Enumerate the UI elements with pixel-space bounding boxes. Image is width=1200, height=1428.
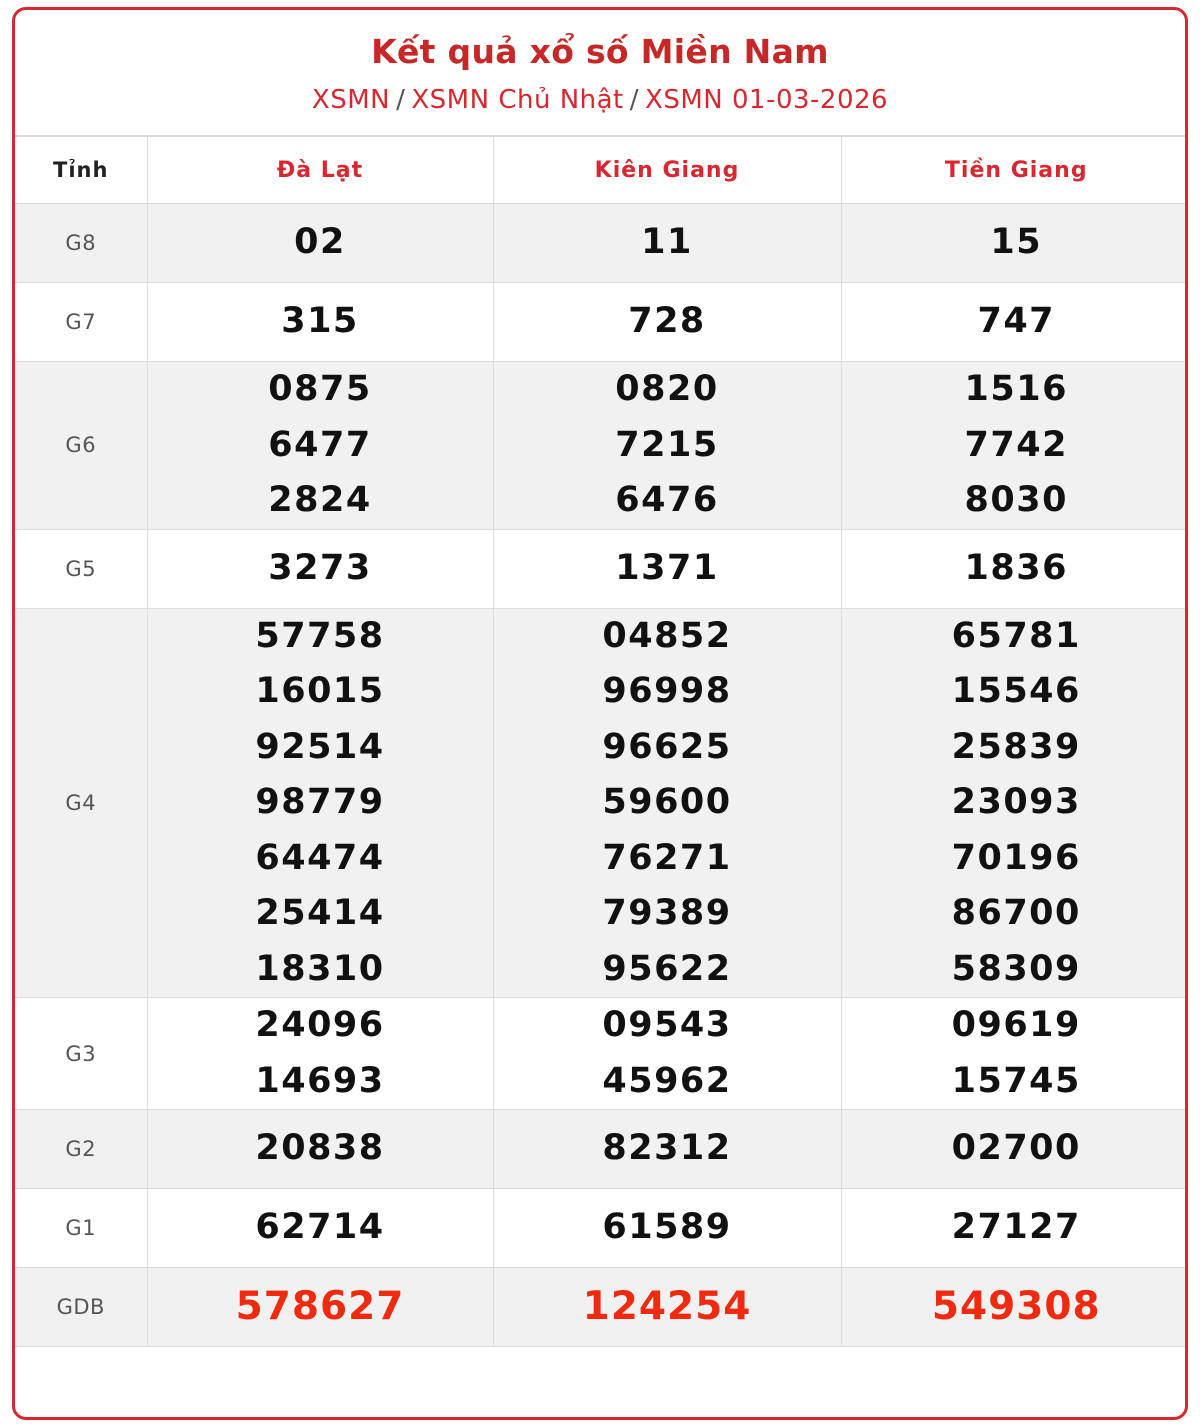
breadcrumb-separator: / bbox=[396, 85, 406, 115]
prize-cell-tien-giang bbox=[841, 1189, 1188, 1268]
results-table bbox=[15, 136, 1188, 1347]
prize-number: 61589 bbox=[602, 1207, 732, 1248]
prize-cell-kien-giang bbox=[493, 204, 841, 283]
prize-number: 62714 bbox=[255, 1207, 385, 1248]
prize-number: 16015 bbox=[255, 671, 385, 711]
prize-number: 7215 bbox=[615, 424, 719, 465]
breadcrumb-link-xsmn[interactable]: XSMN bbox=[311, 85, 391, 115]
table-header-row bbox=[15, 137, 1188, 204]
prize-number: 09543 bbox=[602, 1005, 732, 1045]
province-header-kien-giang[interactable]: Kiên Giang bbox=[493, 137, 841, 204]
prize-number: 15745 bbox=[951, 1060, 1081, 1101]
prize-number: 02700 bbox=[951, 1128, 1081, 1169]
prize-number: 24096 bbox=[255, 1005, 385, 1045]
prize-cell-kien-giang bbox=[493, 1268, 841, 1347]
breadcrumb-link-xsmn-date[interactable]: XSMN 01-03-2026 bbox=[645, 85, 889, 115]
prize-cell-tien-giang bbox=[841, 608, 1188, 998]
prize-number: 76271 bbox=[602, 837, 732, 878]
prize-cell-kien-giang bbox=[493, 283, 841, 362]
prize-number: 04852 bbox=[602, 615, 732, 656]
prize-number: 23093 bbox=[951, 782, 1081, 822]
prize-number: 6477 bbox=[268, 424, 372, 465]
prize-row-g1 bbox=[15, 1189, 1188, 1268]
prize-label: G7 bbox=[15, 283, 147, 362]
prize-row-g4 bbox=[15, 608, 1188, 998]
prize-number: 09619 bbox=[951, 1005, 1081, 1045]
prize-number: 2824 bbox=[268, 480, 372, 520]
prize-number: 747 bbox=[977, 301, 1056, 342]
prize-number: 92514 bbox=[255, 726, 385, 767]
prize-row-g2 bbox=[15, 1110, 1188, 1189]
prize-number: 728 bbox=[628, 301, 706, 342]
prize-number: 6476 bbox=[615, 480, 719, 520]
prize-number: 64474 bbox=[255, 837, 385, 878]
prize-cell-da-lat bbox=[147, 1189, 493, 1268]
prize-number: 57758 bbox=[255, 615, 385, 656]
prize-cell-da-lat bbox=[147, 529, 493, 608]
prize-label: G2 bbox=[15, 1110, 147, 1189]
prize-label: G1 bbox=[15, 1189, 147, 1268]
prize-rows bbox=[15, 204, 1188, 1347]
prize-number: 65781 bbox=[951, 615, 1081, 656]
prize-row-g8 bbox=[15, 204, 1188, 283]
prize-cell-kien-giang bbox=[493, 529, 841, 608]
prize-number: 1836 bbox=[964, 547, 1068, 588]
results-card bbox=[12, 7, 1188, 1420]
breadcrumb-separator: / bbox=[629, 85, 640, 115]
prize-number: 79389 bbox=[602, 893, 732, 933]
prize-number: 98779 bbox=[255, 782, 385, 822]
prize-number: 45962 bbox=[602, 1060, 732, 1101]
prize-number: 96625 bbox=[602, 726, 732, 767]
prize-row-g5 bbox=[15, 529, 1188, 608]
prize-number: 1371 bbox=[615, 547, 719, 588]
prize-cell-da-lat bbox=[147, 1110, 493, 1189]
prize-cell-tien-giang bbox=[841, 283, 1188, 362]
prize-cell-da-lat bbox=[147, 608, 493, 998]
prize-cell-da-lat bbox=[147, 283, 493, 362]
prize-number: 1516 bbox=[964, 369, 1068, 409]
prize-cell-da-lat bbox=[147, 362, 493, 530]
prize-number: 14693 bbox=[255, 1060, 385, 1101]
prize-cell-tien-giang bbox=[841, 1268, 1188, 1347]
breadcrumb-link-xsmn-sunday[interactable]: XSMN Chủ Nhật bbox=[411, 85, 624, 115]
prize-row-g3 bbox=[15, 998, 1188, 1110]
prize-number: 59600 bbox=[602, 782, 732, 822]
prize-row-g6 bbox=[15, 362, 1188, 530]
prize-cell-kien-giang bbox=[493, 1189, 841, 1268]
results-header bbox=[15, 10, 1185, 136]
prize-number: 02 bbox=[294, 222, 346, 263]
prize-number: 20838 bbox=[255, 1128, 385, 1169]
prize-number: 3273 bbox=[268, 547, 372, 588]
prize-cell-tien-giang bbox=[841, 1110, 1188, 1189]
prize-number: 8030 bbox=[964, 480, 1068, 520]
prize-cell-kien-giang bbox=[493, 362, 841, 530]
prize-cell-kien-giang bbox=[493, 608, 841, 998]
prize-cell-tien-giang bbox=[841, 362, 1188, 530]
prize-number: 58309 bbox=[951, 948, 1081, 989]
prize-label: G4 bbox=[15, 608, 147, 998]
prize-cell-da-lat bbox=[147, 204, 493, 283]
prize-cell-tien-giang bbox=[841, 204, 1188, 283]
prize-number: 124254 bbox=[582, 1284, 752, 1330]
prize-number: 86700 bbox=[951, 893, 1081, 933]
prize-number: 315 bbox=[281, 301, 359, 342]
prize-number: 7742 bbox=[964, 424, 1068, 465]
prize-number: 27127 bbox=[951, 1207, 1081, 1248]
prize-cell-tien-giang bbox=[841, 998, 1188, 1110]
prize-label: G6 bbox=[15, 362, 147, 530]
prize-label: G5 bbox=[15, 529, 147, 608]
page-title: Kết quả xổ số Miền Nam bbox=[371, 32, 829, 71]
province-header-da-lat[interactable]: Đà Lạt bbox=[147, 137, 493, 204]
prize-cell-da-lat bbox=[147, 998, 493, 1110]
prize-cell-tien-giang bbox=[841, 529, 1188, 608]
prize-row-gdb bbox=[15, 1268, 1188, 1347]
province-column-label: Tỉnh bbox=[15, 137, 147, 204]
prize-number: 578627 bbox=[235, 1284, 405, 1330]
prize-number: 11 bbox=[641, 222, 693, 263]
prize-number: 549308 bbox=[931, 1284, 1101, 1330]
prize-number: 0820 bbox=[615, 369, 719, 409]
prize-number: 15 bbox=[990, 222, 1043, 263]
prize-label: G8 bbox=[15, 204, 147, 283]
prize-number: 25414 bbox=[255, 893, 385, 933]
prize-number: 0875 bbox=[268, 369, 372, 409]
prize-number: 70196 bbox=[951, 837, 1081, 878]
prize-number: 18310 bbox=[255, 948, 385, 989]
prize-label: G3 bbox=[15, 998, 147, 1110]
prize-cell-kien-giang bbox=[493, 998, 841, 1110]
prize-label: GDB bbox=[15, 1268, 147, 1347]
breadcrumb bbox=[15, 84, 1185, 116]
prize-row-g7 bbox=[15, 283, 1188, 362]
prize-number: 82312 bbox=[602, 1128, 732, 1169]
prize-number: 95622 bbox=[602, 948, 732, 989]
prize-number: 96998 bbox=[602, 671, 732, 711]
prize-number: 25839 bbox=[951, 726, 1081, 767]
prize-cell-kien-giang bbox=[493, 1110, 841, 1189]
province-header-tien-giang[interactable]: Tiền Giang bbox=[841, 137, 1188, 204]
prize-cell-da-lat bbox=[147, 1268, 493, 1347]
prize-number: 15546 bbox=[951, 671, 1081, 711]
